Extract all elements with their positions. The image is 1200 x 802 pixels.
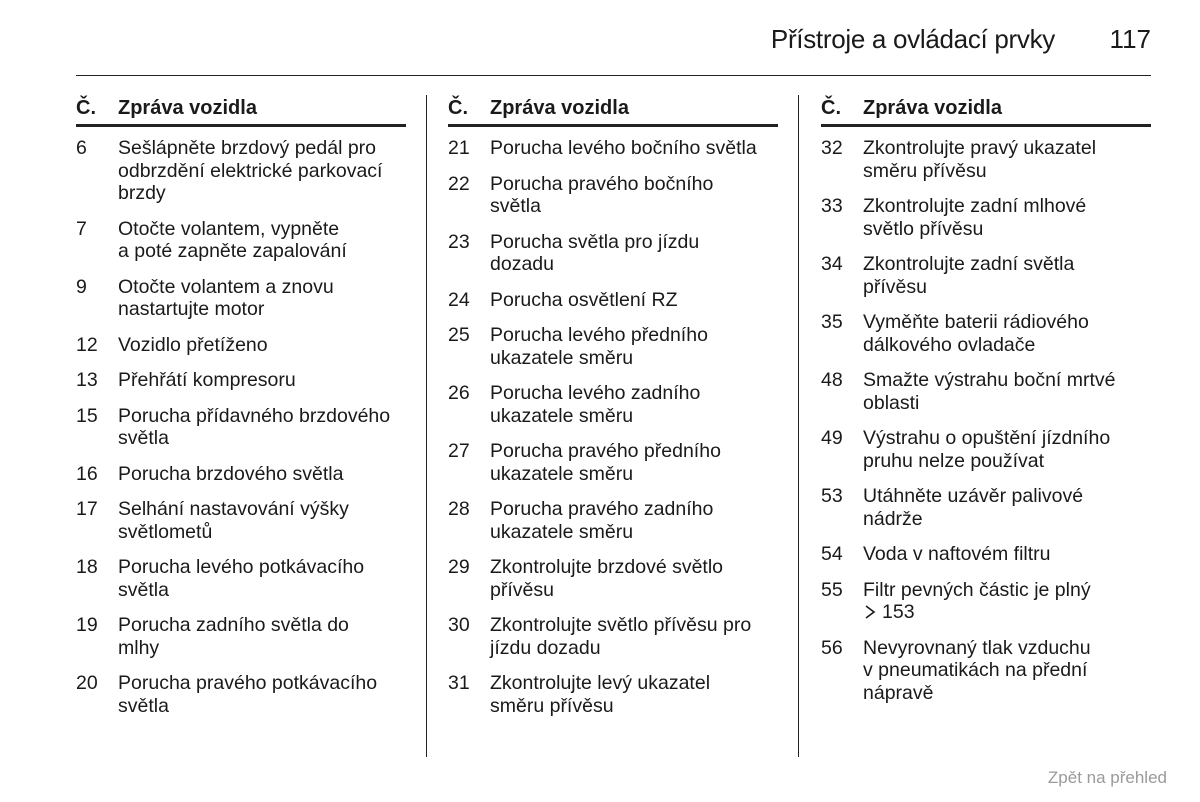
message-text: [863, 579, 1091, 624]
message-number: 49: [821, 427, 843, 449]
message-row: [448, 289, 778, 312]
message-text-content: Porucha brzdového světla: [118, 462, 344, 485]
header-number-label: Č.: [76, 97, 96, 119]
message-text-content: Zkontrolujte zadní mlhové světlo přívěsu: [863, 195, 1087, 240]
column-header: [448, 97, 778, 127]
message-text-content: Porucha pravého bočního světla: [490, 172, 714, 217]
message-column-2: [448, 97, 778, 717]
message-row: [448, 231, 778, 276]
message-text-content: Porucha zadního světla do mlhy: [118, 614, 349, 659]
message-text: [863, 485, 1083, 530]
message-text-content: Voda v naftovém filtru: [863, 543, 1051, 565]
message-number: 22: [448, 172, 470, 195]
message-number: 31: [448, 672, 470, 694]
message-row: [448, 382, 778, 427]
message-text-content: Porucha přídavného brzdového světla: [118, 404, 391, 449]
message-text: [118, 614, 349, 659]
message-number: 12: [76, 333, 98, 356]
message-number: 32: [821, 137, 843, 159]
message-row: [821, 579, 1151, 624]
column-divider: [798, 95, 799, 757]
message-number: 29: [448, 556, 470, 578]
message-text-content: Nevyrovnaný tlak vzduchu v pneumatikách na přední nápravě: [863, 636, 1091, 704]
message-list: [448, 137, 778, 717]
message-number: 27: [448, 440, 470, 462]
column-header: [76, 97, 406, 127]
message-text: [118, 405, 390, 450]
message-text: [490, 231, 699, 276]
message-row: [76, 672, 406, 717]
message-row: [448, 173, 778, 218]
message-text: [490, 498, 713, 543]
message-text-content: Zkontrolujte zadní světla přívěsu: [863, 253, 1075, 298]
header-divider: [76, 75, 1151, 76]
message-number: 23: [448, 230, 470, 253]
message-row: [821, 195, 1151, 240]
message-text: [490, 556, 723, 601]
message-text: [863, 427, 1110, 472]
message-text-content: Zkontrolujte levý ukazatel směru přívěsu: [490, 672, 711, 717]
message-number: 20: [76, 672, 98, 694]
message-row: [448, 498, 778, 543]
message-text-content: Přehřátí kompresoru: [118, 369, 296, 391]
message-number: 18: [76, 556, 98, 578]
message-text-content: Porucha osvětlení RZ: [490, 288, 678, 311]
message-number: 21: [448, 137, 470, 159]
page-title: Přístroje a ovládací prvky: [770, 24, 1055, 54]
message-text: [118, 137, 382, 205]
message-row: [448, 672, 778, 717]
message-list: [76, 137, 406, 717]
message-text-content: Porucha levého zadního ukazatele směru: [490, 382, 701, 427]
message-text-content: Porucha levého předního ukazatele směru: [490, 324, 708, 369]
message-text-content: Filtr pevných částic je plný: [863, 578, 1091, 601]
message-row: [821, 311, 1151, 356]
message-text-content: Selhání nastavování výšky světlometů: [118, 498, 349, 543]
message-row: [448, 324, 778, 369]
message-number: 13: [76, 369, 98, 391]
message-text: [863, 369, 1116, 414]
message-row: [76, 463, 406, 486]
message-row: [76, 405, 406, 450]
message-row: [821, 485, 1151, 530]
message-text: [490, 173, 713, 218]
message-row: [76, 614, 406, 659]
page-number: 117: [1109, 24, 1151, 54]
message-row: [448, 137, 778, 160]
message-number: 48: [821, 369, 843, 391]
message-column-3: [821, 97, 1151, 704]
message-text: [490, 672, 710, 717]
message-text-content: Porucha pravého předního ukazatele směru: [490, 440, 721, 485]
reference-page-link[interactable]: 153: [882, 601, 915, 623]
message-text-content: Utáhněte uzávěr palivové nádrže: [863, 485, 1084, 530]
message-text-content: Otočte volantem, vypněte a poté zapněte zapalování: [118, 217, 347, 262]
message-number: 54: [821, 543, 843, 565]
header-message-label: Zpráva vozidla: [118, 97, 257, 119]
message-text: [118, 672, 377, 717]
message-row: [448, 614, 778, 659]
message-number: 24: [448, 288, 470, 311]
message-text: [490, 137, 757, 160]
header-message-label: Zpráva vozidla: [490, 97, 629, 119]
message-text: [863, 253, 1074, 298]
message-number: 35: [821, 311, 843, 333]
message-text: [863, 137, 1096, 182]
message-number: 6: [76, 137, 87, 159]
message-number: 16: [76, 462, 98, 485]
message-row: [76, 218, 406, 263]
message-text-content: Porucha levého bočního světla: [490, 137, 757, 159]
message-text-content: Porucha pravého potkávacího světla: [118, 672, 378, 717]
message-text: [490, 614, 751, 659]
message-text: [490, 324, 708, 369]
back-to-overview-link[interactable]: Zpět na přehled: [1047, 768, 1167, 787]
message-number: 15: [76, 404, 98, 427]
message-text-content: Porucha světla pro jízdu dozadu: [490, 230, 700, 275]
message-number: 28: [448, 498, 470, 520]
message-text-content: Vyměňte baterii rádiového dálkového ovladače: [863, 311, 1089, 356]
message-text-content: Vozidlo přetíženo: [118, 333, 268, 356]
message-text-content: Sešlápněte brzdový pedál pro odbrzdění elektrické parkovací brzdy: [118, 137, 383, 204]
message-text-content: Porucha pravého zadního ukazatele směru: [490, 498, 714, 543]
message-text: [863, 311, 1089, 356]
message-text: [863, 637, 1091, 705]
message-number: 7: [76, 217, 87, 240]
message-row: [821, 137, 1151, 182]
reference-arrow-icon[interactable]: [863, 601, 882, 623]
message-text: [118, 218, 347, 263]
column-header: [821, 97, 1151, 127]
message-text-content: Smažte výstrahu boční mrtvé oblasti: [863, 369, 1116, 414]
message-row: [76, 498, 406, 543]
message-text-content: Výstrahu o opuštění jízdního pruhu nelze používat: [863, 427, 1111, 472]
message-row: [76, 276, 406, 321]
message-row: [821, 427, 1151, 472]
message-text: [118, 556, 364, 601]
message-row: [821, 637, 1151, 705]
message-number: 25: [448, 324, 470, 346]
message-number: 9: [76, 275, 87, 298]
message-number: 33: [821, 195, 843, 217]
message-row: [821, 253, 1151, 298]
message-text: [118, 498, 349, 543]
column-divider: [426, 95, 427, 757]
message-number: 17: [76, 498, 98, 520]
message-row: [76, 137, 406, 205]
message-row: [448, 440, 778, 485]
message-text: [118, 334, 268, 357]
message-number: 55: [821, 578, 843, 601]
message-number: 56: [821, 636, 843, 659]
message-text-content: Zkontrolujte pravý ukazatel směru přívěsu: [863, 137, 1097, 182]
message-row: [821, 369, 1151, 414]
header-message-label: Zpráva vozidla: [863, 97, 1002, 119]
message-text-content: Otočte volantem a znovu nastartujte motor: [118, 275, 334, 320]
message-number: 26: [448, 382, 470, 404]
message-number: 53: [821, 485, 843, 507]
message-text: [490, 289, 678, 312]
message-row: [76, 369, 406, 392]
message-text: [490, 440, 721, 485]
message-text-content: Zkontrolujte světlo přívěsu pro jízdu dozadu: [490, 614, 752, 659]
message-text: [863, 195, 1086, 240]
message-number: 30: [448, 614, 470, 636]
message-number: 34: [821, 253, 843, 275]
message-list: [821, 137, 1151, 704]
message-text: [118, 369, 296, 392]
message-row: [821, 543, 1151, 566]
message-row: [76, 334, 406, 357]
header-number-label: Č.: [821, 97, 841, 119]
message-text: [490, 382, 700, 427]
message-text: [118, 276, 334, 321]
message-column-1: [76, 97, 406, 717]
message-row: [76, 556, 406, 601]
message-text-content: Porucha levého potkávacího světla: [118, 556, 365, 601]
message-number: 19: [76, 614, 98, 636]
header-number-label: Č.: [448, 97, 468, 119]
message-text: [863, 543, 1051, 566]
message-text: [118, 463, 343, 486]
message-text-content: Zkontrolujte brzdové světlo přívěsu: [490, 556, 724, 601]
message-row: [448, 556, 778, 601]
